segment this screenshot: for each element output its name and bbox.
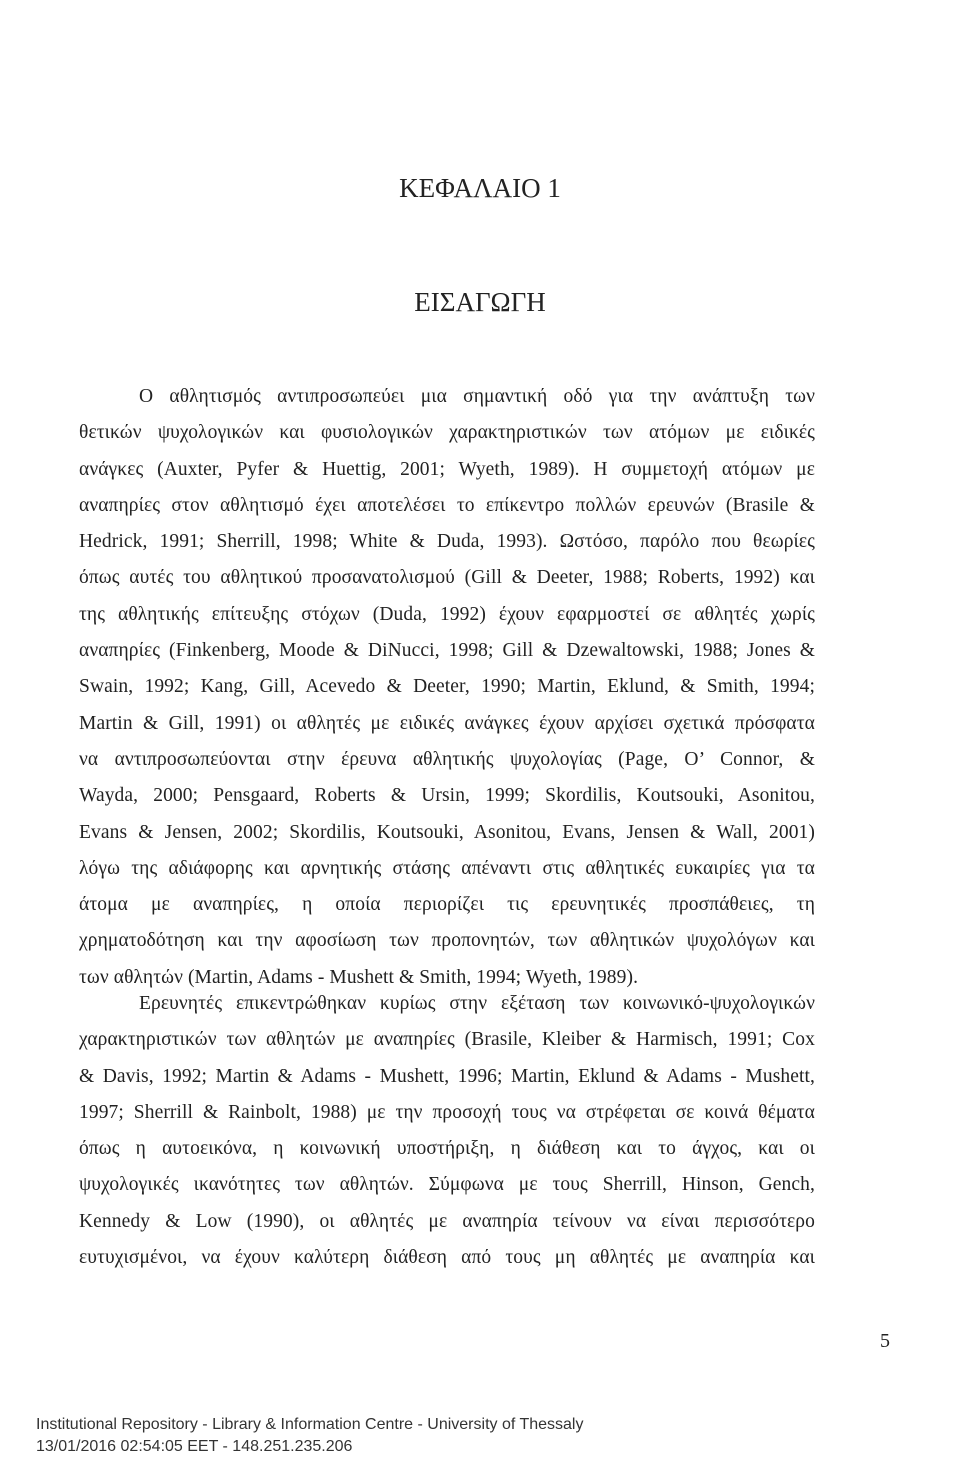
text-line: Swain, 1992; Kang, Gill, Acevedo & Deeter, 1990; Martin, Eklund, & Smith, 1994; xyxy=(79,676,815,698)
page-number: 5 xyxy=(880,1330,890,1352)
text-line: της αθλητικής επίτευξης στόχων (Duda, 1992) έχουν εφαρμοστεί σε αθλητές χωρίς xyxy=(79,603,815,625)
download-timestamp: 13/01/2016 02:54:05 EET - 148.251.235.206 xyxy=(36,1438,353,1455)
text-line: & Davis, 1992; Martin & Adams - Mushett, 1996; Martin, Eklund & Adams - Mushett, xyxy=(79,1065,815,1087)
repository-footer xyxy=(36,1414,583,1458)
text-line: αναπηρίες στον αθλητισμό έχει αποτελέσει το επίκεντρο πολλών ερευνών (Brasile & xyxy=(79,494,815,516)
text-line: Hedrick, 1991; Sherrill, 1998; White & Duda, 1993). Ωστόσο, παρόλο που θεωρίες xyxy=(79,531,815,553)
text-line: χρηματοδότηση και την αφοσίωση των προπονητών, των αθλητικών ψυχολόγων και xyxy=(79,930,815,952)
paragraph-1 xyxy=(79,379,815,996)
repository-name: Institutional Repository - Library & Information Centre - University of Thessaly xyxy=(36,1416,584,1433)
text-line: των αθλητών (Martin, Adams - Mushett & Smith, 1994; Wyeth, 1989). xyxy=(79,966,639,988)
text-line: όπως η αυτοεικόνα, η κοινωνική υποστήριξη, η διάθεση και το άγχος, και οι xyxy=(79,1138,815,1160)
text-line: λόγω της αδιάφορης και αρνητικής στάσης απέναντι στις αθλητικές ευκαιρίες για τα xyxy=(79,857,815,879)
text-line: 1997; Sherrill & Rainbolt, 1988) με την προσοχή τους να στρέφεται σε κοινά θέματα xyxy=(79,1101,815,1123)
text-line: Ερευνητές επικεντρώθηκαν κυρίως στην εξέταση των κοινωνικό-ψυχολογικών xyxy=(139,993,815,1014)
text-line: Evans & Jensen, 2002; Skordilis, Koutsouki, Asonitou, Evans, Jensen & Wall, 2001) xyxy=(79,821,815,843)
text-line: άτομα με αναπηρίες, η οποία περιορίζει τις ερευνητικές προσπάθειες, τη xyxy=(79,894,815,916)
text-line: Wayda, 2000; Pensgaard, Roberts & Ursin, 1999; Skordilis, Koutsouki, Asonitou, xyxy=(79,785,815,807)
chapter-title: ΚΕΦΑΛΑΙΟ 1 xyxy=(399,173,561,203)
text-line: Martin & Gill, 1991) οι αθλητές με ειδικές ανάγκες έχουν αρχίσει σχετικά πρόσφατα xyxy=(79,712,815,734)
text-line: Ο αθλητισμός αντιπροσωπεύει μια σημαντική οδό για την ανάπτυξη των xyxy=(139,386,815,407)
section-title: ΕΙΣΑΓΩΓΗ xyxy=(414,287,546,317)
text-line: Kennedy & Low (1990), οι αθλητές με αναπηρία τείνουν να είναι περισσότερο xyxy=(79,1210,815,1232)
text-line: ευτυχισμένοι, να έχουν καλύτερη διάθεση από τους μη αθλητές με αναπηρία και xyxy=(79,1247,815,1269)
text-line: ψυχολογικές ικανότητες των αθλητών. Σύμφωνα με τους Sherrill, Hinson, Gench, xyxy=(79,1174,815,1196)
paragraph-2 xyxy=(79,986,815,1276)
text-line: θετικών ψυχολογικών και φυσιολογικών χαρακτηριστικών των ατόμων με ειδικές xyxy=(79,422,815,444)
text-line: ανάγκες (Auxter, Pyfer & Huettig, 2001; Wyeth, 1989). Η συμμετοχή ατόμων με xyxy=(79,458,815,480)
text-line: αναπηρίες (Finkenberg, Moode & DiNucci, 1998; Gill & Dzewaltowski, 1988; Jones & xyxy=(79,640,815,662)
text-line: να αντιπροσωπεύονται στην έρευνα αθλητικής ψυχολογίας (Page, O’ Connor, & xyxy=(79,748,815,770)
text-line: χαρακτηριστικών των αθλητών με αναπηρίες (Brasile, Kleiber & Harmisch, 1991; Cox xyxy=(79,1029,815,1051)
text-line: όπως αυτές του αθλητικού προσανατολισμού (Gill & Deeter, 1988; Roberts, 1992) και xyxy=(79,567,815,589)
